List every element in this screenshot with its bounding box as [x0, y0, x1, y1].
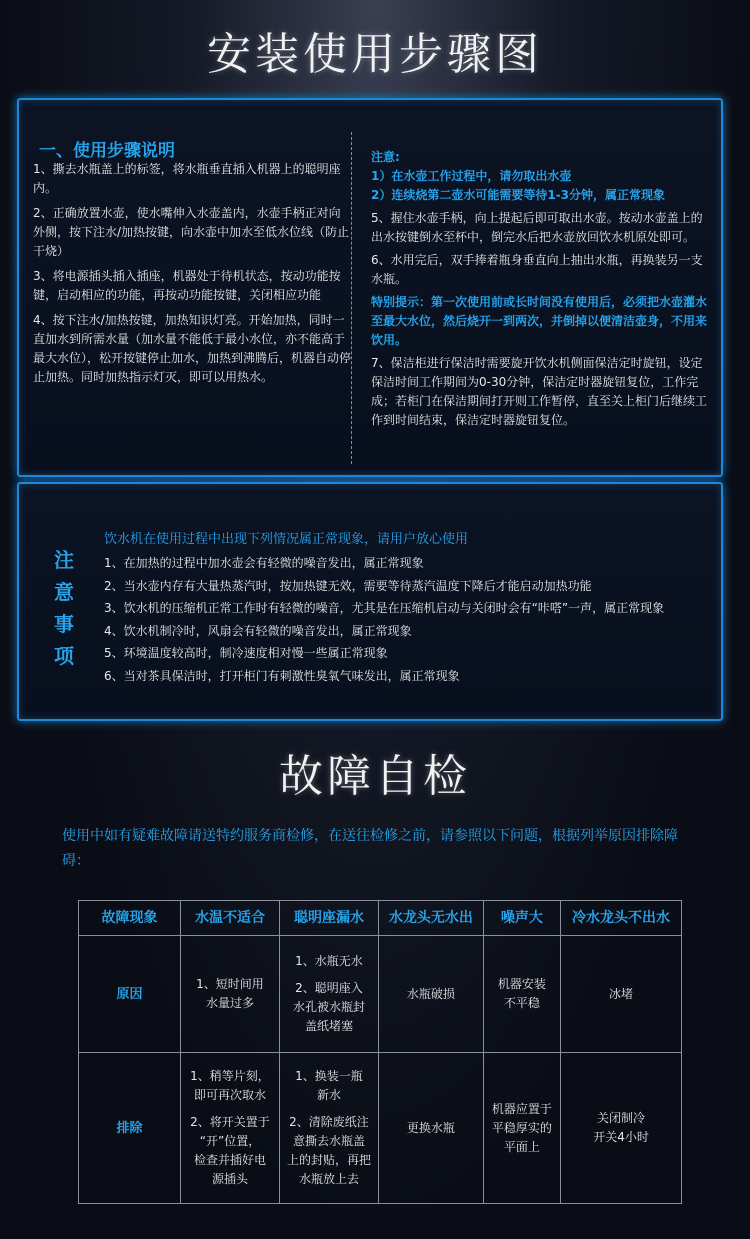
step-item: 4、按下注水/加热按键，加热知识灯亮。开始加热，同时一直加水到所需水量（加水量不能低于最小水位，亦不能高于最大水位），松开按键停止加水，加热到沸腾后，机器自动停止加热。同时加热指示灯灭，即可以用热水。 [33, 313, 352, 384]
notes-item: 1、在加热的过程中加水壶会有轻微的噪音发出，属正常现象 [104, 556, 424, 570]
notes-label [49, 544, 79, 672]
notes-label-char: 意 [54, 580, 74, 604]
cell-line: 水量过多 [205, 996, 254, 1010]
notes-list [104, 552, 664, 687]
cell-line: 即可再次取水 [193, 1088, 266, 1102]
note-title: 注意: [371, 150, 400, 164]
note-line: 1）在水壶工作过程中，请勿取出水壶 [371, 169, 572, 183]
cell-line: 2、聪明座入 [295, 981, 363, 995]
cell-line: 源插头 [211, 1172, 248, 1186]
table-header: 噪声大 [483, 901, 560, 936]
table-cell: 更换水瓶 [379, 1053, 484, 1204]
cell-line: 机器安装 [497, 977, 546, 991]
notes-item: 4、饮水机制冷时，风扇会有轻微的噪音发出，属正常现象 [104, 623, 412, 638]
row-label: 原因 [79, 936, 181, 1053]
cell-line: “开”位置， [199, 1134, 261, 1148]
cell-line: 关闭制冷 [597, 1111, 646, 1125]
notes-item: 3、饮水机的压缩机正常工作时有轻微的噪音，尤其是在压缩机启动与关闭时会有“咔嗒”一声，属正常现象 [104, 601, 665, 615]
table-header: 水温不适合 [181, 901, 280, 936]
cell-line: 1、水瓶无水 [295, 954, 363, 968]
table-cell [280, 936, 379, 1053]
note-line: 2）连续烧第二壶水可能需要等待1-3分钟，属正常现象 [371, 188, 666, 202]
step-item: 7、保洁柜进行保洁时需要旋开饮水机侧面保洁定时旋钮，设定保洁时间工作期间为0-30分钟，保洁定时器旋钮复位，工作完成；若柜门在保洁期间打开则工作暂停，直至关上柜门后继续工作到时间结束，保洁定时器旋钮复位。 [371, 356, 708, 427]
special-tip: 特别提示：第一次使用前或长时间没有使用后，必须把水壶灌水至最大水位，然后烧开一到两次，并倒掉以便清洁壶身，不用来饮用。 [371, 295, 708, 347]
cell-line: 1、短时间用 [196, 977, 264, 991]
cell-line: 水瓶放上去 [298, 1172, 359, 1186]
cell-line: 不平稳 [503, 996, 540, 1010]
step-item: 2、正确放置水壶，使水嘴伸入水壶盖内，水壶手柄正对向外侧，按下注水/加热按键，向水壶中加水至低水位线（防止干烧） [33, 206, 350, 258]
notes-item: 6、当对茶具保洁时，打开柜门有刺激性臭氧气味发出，属正常现象 [104, 668, 460, 683]
table-header-row [79, 901, 682, 936]
steps-heading: 一、使用步骤说明 [39, 141, 175, 161]
fault-title: 故障自检 [279, 751, 471, 802]
usage-steps-panel [17, 98, 723, 477]
row-label: 排除 [79, 1053, 181, 1204]
cell-line: 平稳厚实的 [491, 1120, 552, 1135]
notes-panel [17, 482, 723, 721]
step-item: 5、握住水壶手柄，向上提起后即可取出水壶。按动水壶盖上的出水按键倒水至杯中，倒完水后把水壶放回饮水机原处即可。 [371, 211, 703, 244]
fault-table [78, 900, 682, 1204]
table-cell: 冰堵 [561, 936, 682, 1053]
table-header: 聪明座漏水 [280, 901, 379, 936]
cell-line: 1、稍等片刻， [190, 1069, 270, 1083]
table-cell [483, 1053, 560, 1204]
steps-left-column [33, 160, 351, 393]
table-header: 冷水龙头不出水 [561, 901, 682, 936]
steps-right-column [371, 148, 711, 434]
table-row [79, 936, 682, 1053]
cell-line: 上的封贴，再把 [286, 1153, 371, 1167]
table-cell [280, 1053, 379, 1204]
table-cell [483, 936, 560, 1053]
cell-line: 检查并插好电 [193, 1153, 266, 1167]
table-cell [181, 1053, 280, 1204]
table-header: 水龙头无水出 [379, 901, 484, 936]
cell-line: 新水 [316, 1088, 341, 1102]
cell-line: 2、清除废纸注 [289, 1115, 369, 1129]
cell-line: 意撕去水瓶盖 [292, 1134, 365, 1148]
cell-line: 开关4小时 [593, 1130, 649, 1144]
notes-item: 5、环境温度较高时，制冷速度相对慢一些属正常现象 [104, 646, 388, 660]
cell-line: 2、将开关置于 [190, 1115, 270, 1129]
table-header: 故障现象 [79, 901, 181, 936]
table-cell [181, 936, 280, 1053]
table-row [79, 1053, 682, 1204]
cell-line: 1、换装一瓶 [295, 1069, 363, 1083]
table-cell: 水瓶破损 [379, 936, 484, 1053]
notes-item: 2、当水壶内存有大量热蒸汽时，按加热键无效，需要等待蒸汽温度下降后才能启动加热功能 [104, 578, 592, 593]
notes-intro: 饮水机在使用过程中出现下列情况属正常现象，请用户放心使用 [104, 532, 469, 547]
cell-line: 平面上 [503, 1139, 540, 1154]
notes-label-char: 事 [54, 612, 74, 636]
notes-label-char: 项 [54, 644, 74, 668]
step-item: 1、撕去水瓶盖上的标签，将水瓶垂直插入机器上的聪明座内。 [33, 162, 341, 195]
step-item: 3、将电源插头插入插座，机器处于待机状态，按动功能按键，启动相应的功能，再按动功能按键，关闭相应功能 [33, 269, 341, 302]
cell-line: 盖纸堵塞 [304, 1019, 353, 1033]
fault-intro: 使用中如有疑难故障请送特约服务商检修，在送往检修之前，请参照以下问题，根据列举原因排除障碍： [62, 828, 678, 869]
table-cell [561, 1053, 682, 1204]
step-item: 6、水用完后，双手捧着瓶身垂直向上抽出水瓶，再换装另一支水瓶。 [371, 253, 703, 286]
notes-label-char: 注 [54, 548, 74, 572]
column-divider [351, 132, 352, 464]
cell-line: 水孔被水瓶封 [292, 1000, 365, 1014]
page-title: 安装使用步骤图 [207, 29, 543, 80]
cell-line: 机器应置于 [491, 1101, 552, 1116]
